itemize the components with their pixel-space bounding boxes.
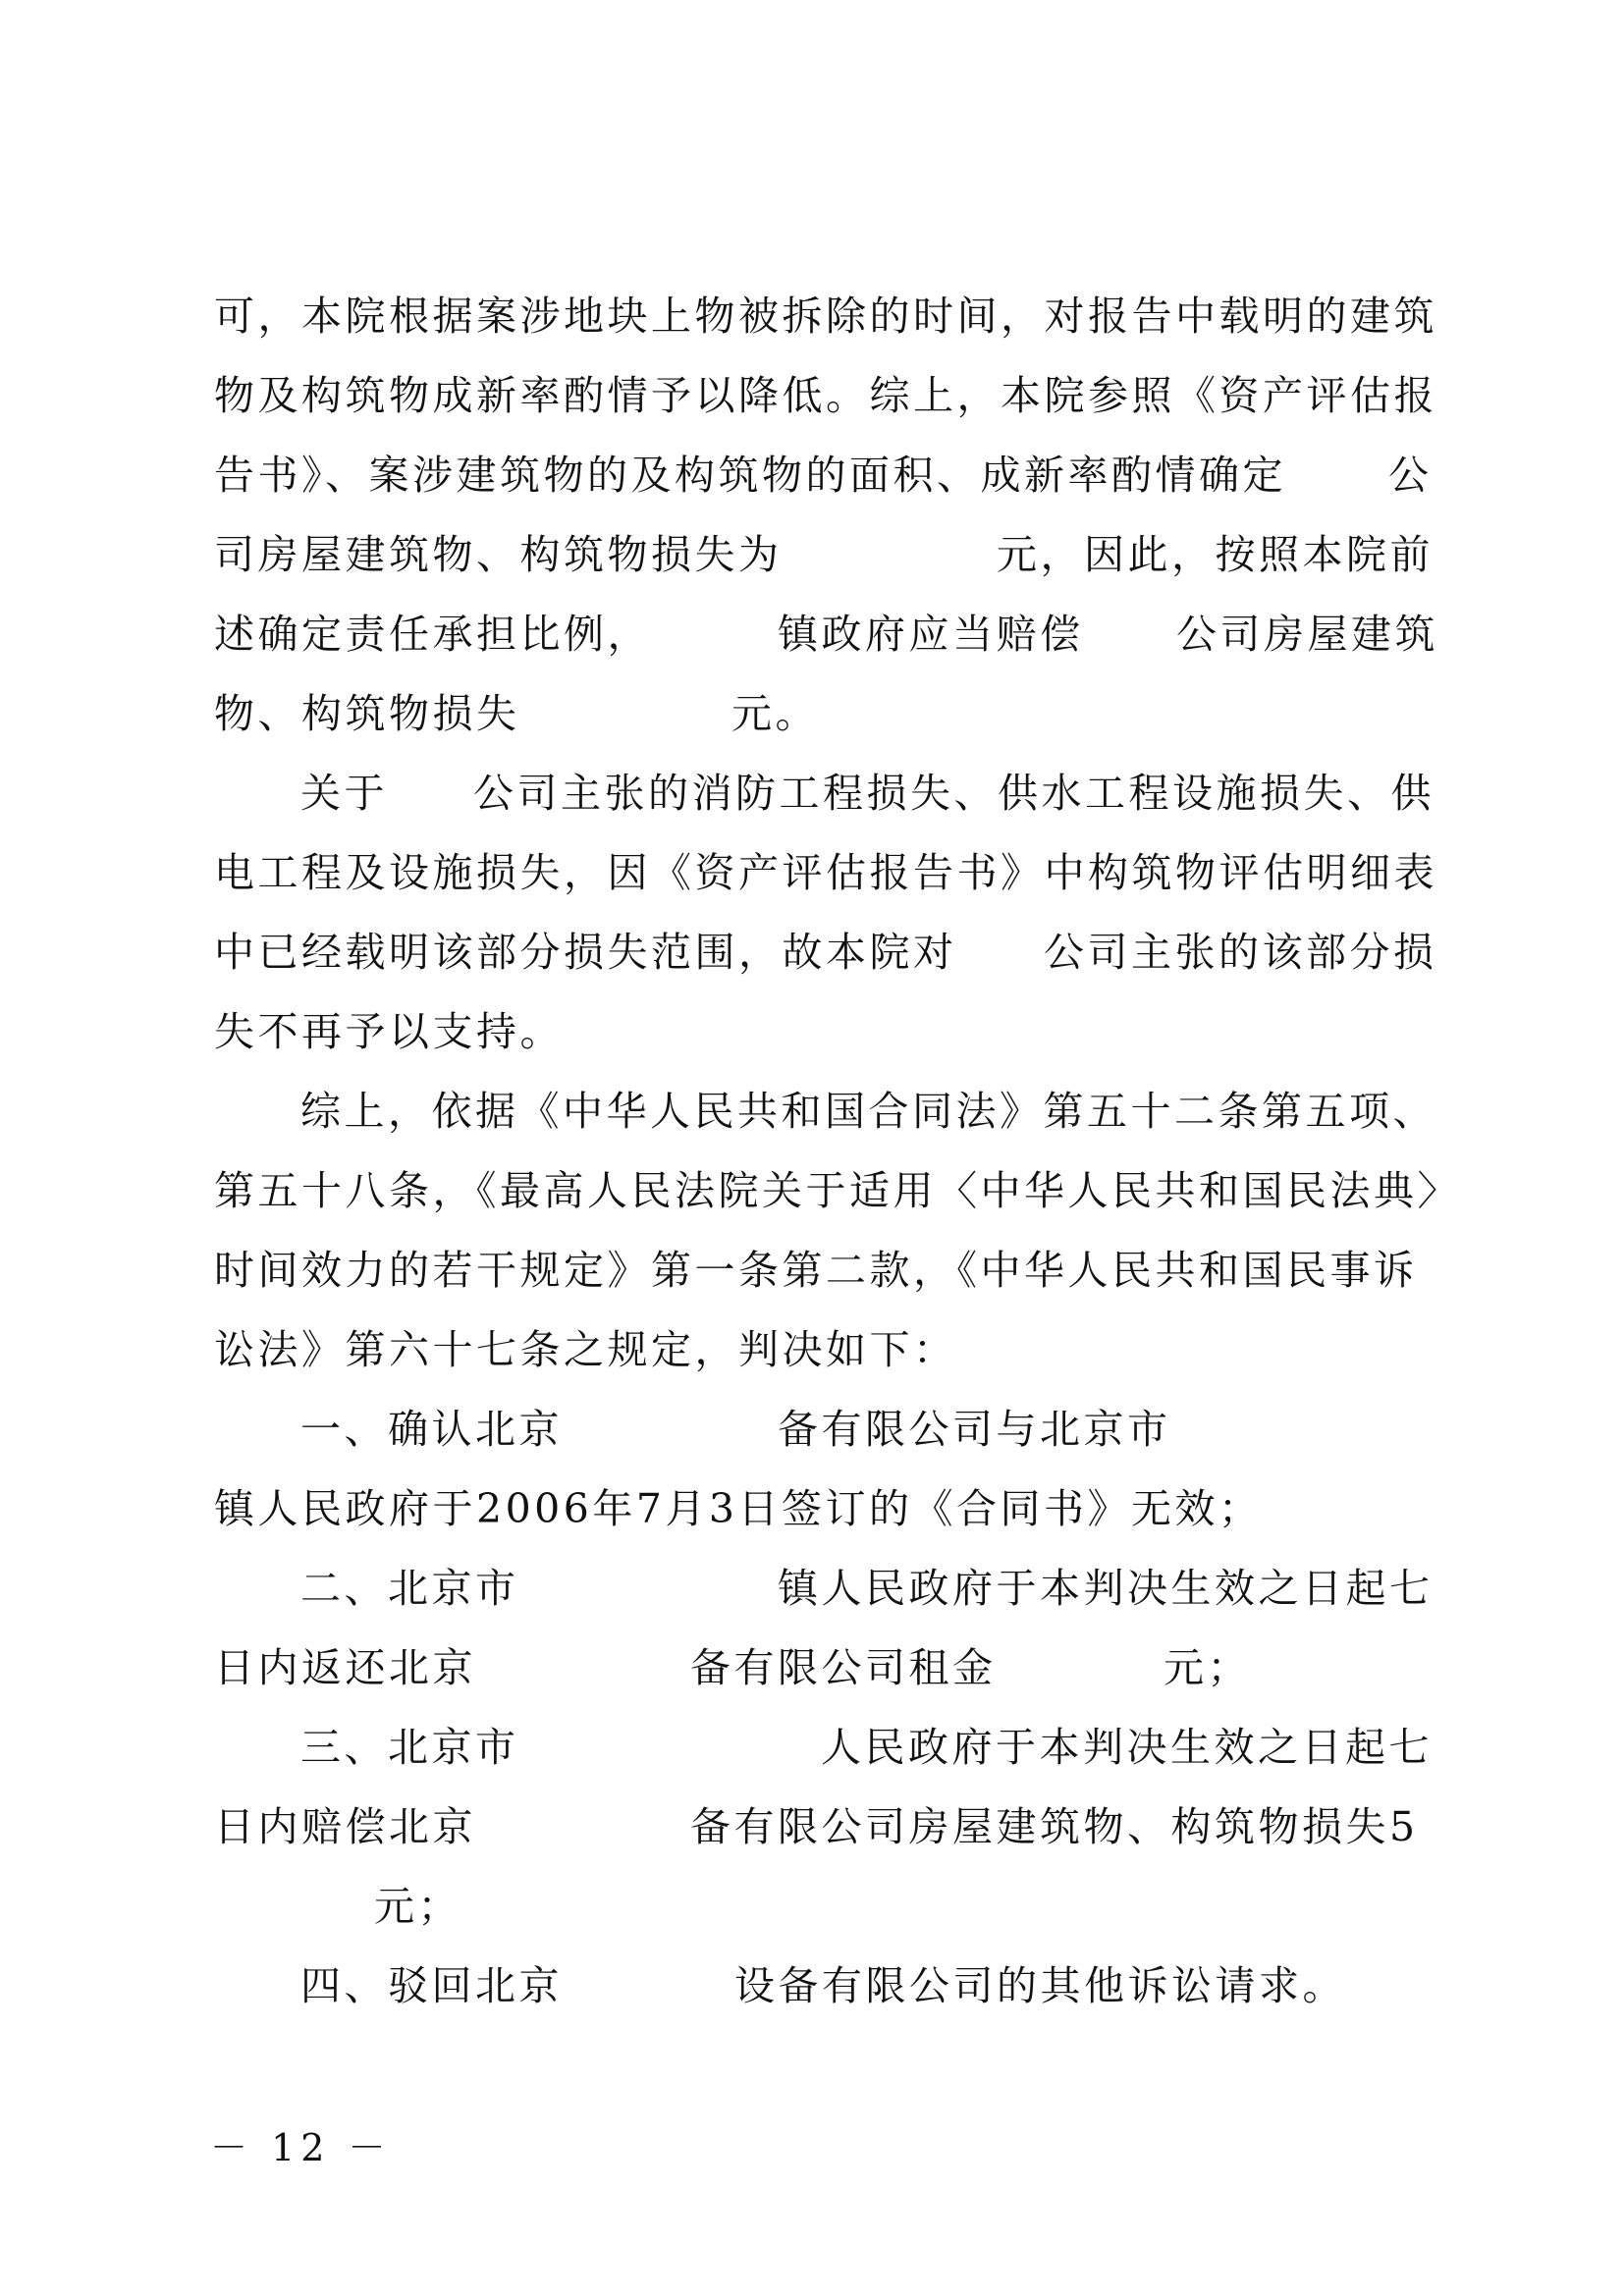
text-segment: 时间效力的若干规定》第一条第二款，《中华人民共和国民事诉 bbox=[214, 1247, 1418, 1294]
text-line bbox=[214, 1080, 1436, 1143]
page-number: － 12 － bbox=[210, 2126, 392, 2169]
text-segment: 元； bbox=[1164, 1644, 1251, 1691]
text-segment: 电工程及设施损失，因《资产评估报告书》中构筑物评估明细表 bbox=[214, 849, 1437, 896]
text-line bbox=[214, 1636, 1432, 1699]
text-segment: 备有限公司房屋建筑物、构筑物损失5 bbox=[690, 1803, 1419, 1850]
text-line bbox=[214, 1000, 1432, 1063]
text-segment: 镇政府应当赔偿 bbox=[778, 611, 1084, 658]
text-segment: 公司主张的消防工程损失、供水工程设施损失、供 bbox=[473, 770, 1435, 817]
text-line bbox=[214, 1557, 1432, 1620]
text-line bbox=[214, 841, 1437, 904]
text-segment: 物、构筑物损失 bbox=[214, 690, 520, 737]
text-line bbox=[214, 1875, 1432, 1938]
text-segment: 备有限公司租金 bbox=[690, 1644, 997, 1691]
text-line bbox=[214, 285, 1437, 347]
text-line bbox=[214, 1398, 1432, 1461]
text-segment: 讼法》第六十七条之规定，判决如下： bbox=[214, 1326, 957, 1373]
text-segment: 司房屋建筑物、构筑物损失为 bbox=[214, 531, 783, 578]
text-line bbox=[214, 1716, 1432, 1779]
text-segment: 第五十八条，《最高人民法院关于适用〈中华人民共和国民法典〉 bbox=[214, 1167, 1461, 1214]
text-segment: 物及构筑物成新率酌情予以降低。综上，本院参照《资产评估报 bbox=[214, 372, 1437, 419]
text-line bbox=[214, 1954, 1432, 2017]
text-segment: 关于 bbox=[300, 770, 388, 817]
text-segment: 元，因此，按照本院前 bbox=[997, 531, 1434, 578]
text-segment: 三、北京市 bbox=[300, 1724, 519, 1771]
text-segment: 综上，依据《中华人民共和国合同法》第五十二条第五项、 bbox=[300, 1088, 1436, 1135]
text-segment: 镇人民政府于本判决生效之日起七 bbox=[778, 1565, 1434, 1612]
text-segment: 四、驳回北京 bbox=[300, 1962, 563, 2009]
text-line bbox=[214, 364, 1437, 427]
text-segment: 失不再予以支持。 bbox=[214, 1008, 564, 1055]
text-line bbox=[214, 1318, 1432, 1381]
text-segment: 中已经载明该部分损失范围，故本院对 bbox=[214, 929, 957, 976]
text-segment: 镇人民政府于2006年7月3日签订的《合同书》无效； bbox=[214, 1485, 1263, 1532]
text-line bbox=[214, 523, 1432, 586]
text-segment: 日内返还北京 bbox=[214, 1644, 476, 1691]
text-segment: 公 bbox=[1388, 452, 1433, 499]
text-line bbox=[214, 603, 1438, 666]
text-line bbox=[214, 1477, 1432, 1540]
text-line bbox=[214, 921, 1437, 984]
text-segment: 一、确认北京 bbox=[300, 1406, 563, 1453]
text-segment: 元。 bbox=[731, 690, 819, 737]
text-segment: 备有限公司与北京市 bbox=[778, 1406, 1171, 1453]
text-line bbox=[214, 1239, 1432, 1302]
text-line bbox=[214, 1159, 1461, 1222]
text-line bbox=[214, 1795, 1432, 1858]
text-segment: 人民政府于本判决生效之日起七 bbox=[821, 1724, 1433, 1771]
text-segment: 设备有限公司的其他诉讼请求。 bbox=[734, 1962, 1346, 2009]
text-line bbox=[214, 762, 1435, 825]
text-line bbox=[214, 444, 1432, 507]
text-segment: 述确定责任承担比例， bbox=[214, 611, 651, 658]
text-line bbox=[214, 682, 1432, 745]
text-segment: 告书》、案涉建筑物的及构筑物的面积、成新率酌情确定 bbox=[214, 452, 1286, 499]
text-segment: 公司房屋建筑 bbox=[1176, 611, 1438, 658]
text-segment: 二、北京市 bbox=[300, 1565, 519, 1612]
text-segment: 元； bbox=[374, 1883, 461, 1930]
text-segment: 可，本院根据案涉地块上物被拆除的时间，对报告中载明的建筑 bbox=[214, 293, 1437, 340]
text-segment: 日内赔偿北京 bbox=[214, 1803, 476, 1850]
text-segment: 公司主张的该部分损 bbox=[1044, 929, 1437, 976]
